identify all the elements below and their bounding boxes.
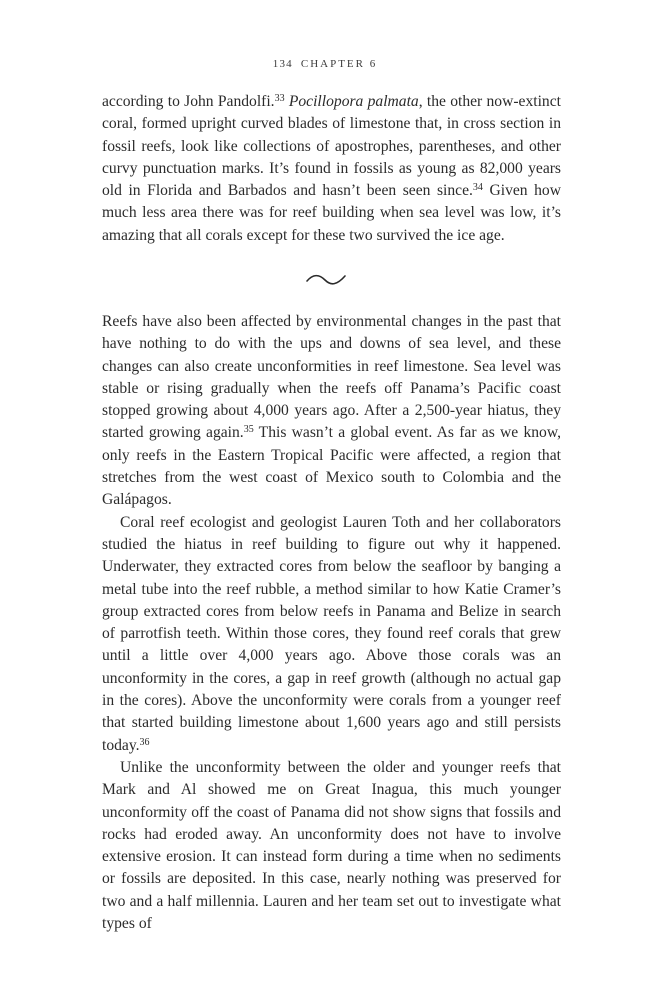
text-run: This wasn’t a global event. As far as we know, only reefs in the Eastern Tropical Pacific were affected, a region that stretches from the west coast of Mexico south to Colombia and the Galápagos. — [102, 424, 561, 509]
text-run: Coral reef ecologist and geologist Lauren Toth and her collaborators studied the hiatus in reef building to figure out why it happened. Underwater, they extracted cores from below the seafloor by banging a metal tube into the reef rubble, a method similar to how Katie Cramer’s group extracted cores from below reefs in Panama and Belize in search of parrotfish teeth. Within those cores, they found reef corals that grew until a little over 4,000 years ago. Above those corals was an unconformity in the cores, a gap in reef growth (although no actual gap in the cores). Above the unconformity were corals from a younger reef that started building limestone about 1,600 years ago and still persists today. — [102, 513, 561, 754]
text-run: according to John Pandolfi. — [102, 93, 275, 110]
text-run: , the other now-extinct coral, formed upright curved blades of limestone that, in cross section in fossil reefs, look like collections of apostrophes, parentheses, and other curvy punctuation marks. It’s found in fossils as young as 82,000 years old in Florida and Barbados and hasn’t been seen since. — [102, 93, 561, 200]
chapter-label: CHAPTER 6 — [300, 58, 378, 70]
text-block-after-break — [102, 311, 561, 935]
page-number: 134 — [272, 58, 293, 70]
footnote-ref: 36 — [139, 736, 150, 748]
footnote-ref: 35 — [243, 424, 254, 436]
paragraph — [102, 757, 561, 935]
text-run: Unlike the unconformity between the older and younger reefs that Mark and Al showed me on Great Inagua, this much younger unconformity off the coast of Panama did not show signs that fossils and rocks had eroded away. An unconformity does not have to involve extensive erosion. It can instead form during a time when no sediments or fossils are deposited. In this case, nearly nothing was preserved for two and a half millennia. Lauren and her team set out to investigate what types of — [102, 758, 561, 933]
swung-dash-ornament-icon — [305, 270, 347, 288]
running-head — [0, 58, 650, 70]
text-block-before-break — [102, 91, 561, 247]
paragraph — [102, 512, 561, 757]
text-run: Given how much less area there was for reef building when sea level was low, it’s amazing that all corals except for these two survived the ice age. — [102, 182, 561, 244]
footnote-ref: 33 — [274, 93, 285, 104]
paragraph — [102, 311, 561, 512]
text-run: Reefs have also been affected by environmental changes in the past that have nothing to do with the ups and downs of sea level, and these changes can also create unconformities in reef limestone. Sea level was stable or rising gradually when the reefs off Panama’s Pacific coast stopped growing about 4,000 years ago. After a 2,500-year hiatus, they started growing again. — [102, 313, 561, 442]
footnote-ref: 34 — [472, 182, 483, 194]
species-name: Pocillopora palmata — [288, 93, 419, 110]
paragraph — [102, 91, 561, 247]
